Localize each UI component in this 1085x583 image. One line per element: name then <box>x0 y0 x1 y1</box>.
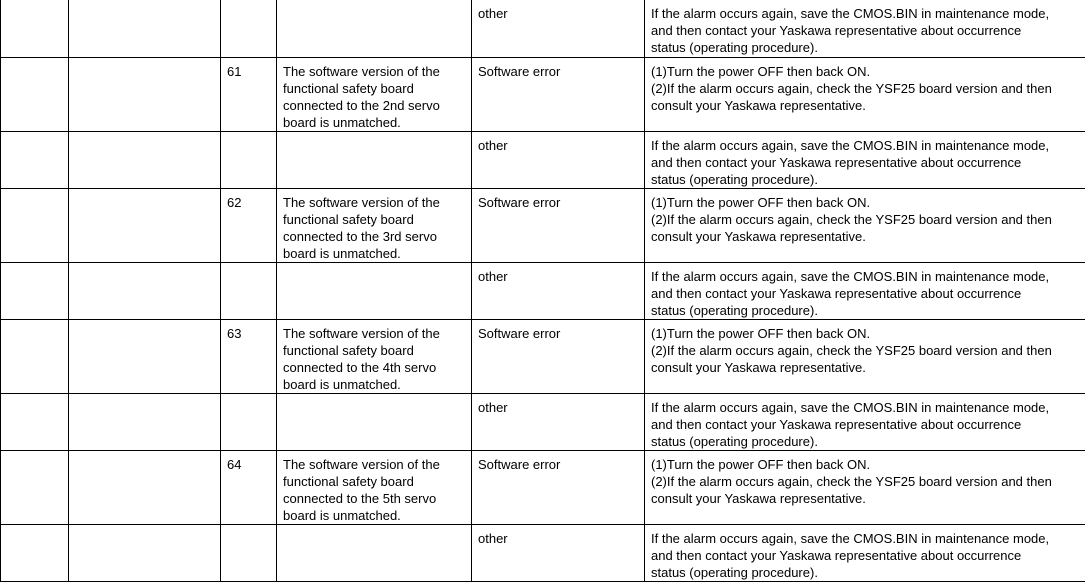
meaning-cell <box>277 0 472 58</box>
meaning-cell: The software version of the functional safety board connected to the 2nd servo board is unmatched. <box>277 58 472 132</box>
alarm-number-cell <box>1 58 69 132</box>
alarm-name-cell <box>69 0 221 58</box>
sub-code-cell <box>221 132 277 189</box>
alarm-number-cell <box>1 320 69 394</box>
table-row <box>1 525 1085 582</box>
sub-code-cell <box>221 0 277 58</box>
cause-cell: other <box>472 525 645 582</box>
sub-code-cell: 61 <box>221 58 277 132</box>
alarm-name-cell <box>69 320 221 394</box>
alarm-name-cell <box>69 132 221 189</box>
table-row <box>1 132 1085 189</box>
remedy-cell: If the alarm occurs again, save the CMOS.BIN in maintenance mode, and then contact your Yaskawa representative about occurrence status (operating procedure). <box>645 525 1085 582</box>
table-row <box>1 394 1085 451</box>
table-row <box>1 0 1085 58</box>
remedy-cell: If the alarm occurs again, save the CMOS.BIN in maintenance mode, and then contact your Yaskawa representative about occurrence status (operating procedure). <box>645 394 1085 451</box>
sub-code-cell <box>221 394 277 451</box>
alarm-name-cell <box>69 263 221 320</box>
cause-cell: Software error <box>472 320 645 394</box>
cause-cell: Software error <box>472 451 645 525</box>
table-row <box>1 189 1085 263</box>
meaning-cell <box>277 525 472 582</box>
table-row <box>1 320 1085 394</box>
remedy-cell: If the alarm occurs again, save the CMOS.BIN in maintenance mode, and then contact your Yaskawa representative about occurrence status (operating procedure). <box>645 0 1085 58</box>
alarm-number-cell <box>1 189 69 263</box>
cause-cell: other <box>472 394 645 451</box>
remedy-cell: (1)Turn the power OFF then back ON. (2)If the alarm occurs again, check the YSF25 board version and then consult your Yaskawa representative. <box>645 189 1085 263</box>
remedy-cell: (1)Turn the power OFF then back ON. (2)If the alarm occurs again, check the YSF25 board version and then consult your Yaskawa representative. <box>645 58 1085 132</box>
alarm-number-cell <box>1 525 69 582</box>
cause-cell: Software error <box>472 58 645 132</box>
cause-cell: other <box>472 263 645 320</box>
remedy-cell: (1)Turn the power OFF then back ON. (2)If the alarm occurs again, check the YSF25 board version and then consult your Yaskawa representative. <box>645 451 1085 525</box>
cause-cell: Software error <box>472 189 645 263</box>
remedy-cell: If the alarm occurs again, save the CMOS.BIN in maintenance mode, and then contact your Yaskawa representative about occurrence status (operating procedure). <box>645 132 1085 189</box>
remedy-cell: (1)Turn the power OFF then back ON. (2)If the alarm occurs again, check the YSF25 board version and then consult your Yaskawa representative. <box>645 320 1085 394</box>
alarm-number-cell <box>1 451 69 525</box>
alarm-number-cell <box>1 263 69 320</box>
alarm-number-cell <box>1 0 69 58</box>
cause-cell: other <box>472 0 645 58</box>
alarm-name-cell <box>69 58 221 132</box>
meaning-cell: The software version of the functional safety board connected to the 4th servo board is unmatched. <box>277 320 472 394</box>
sub-code-cell <box>221 525 277 582</box>
alarm-name-cell <box>69 451 221 525</box>
sub-code-cell <box>221 263 277 320</box>
meaning-cell <box>277 394 472 451</box>
sub-code-cell: 62 <box>221 189 277 263</box>
meaning-cell <box>277 263 472 320</box>
sub-code-cell: 64 <box>221 451 277 525</box>
sub-code-cell: 63 <box>221 320 277 394</box>
remedy-cell: If the alarm occurs again, save the CMOS.BIN in maintenance mode, and then contact your Yaskawa representative about occurrence status (operating procedure). <box>645 263 1085 320</box>
meaning-cell <box>277 132 472 189</box>
alarm-number-cell <box>1 132 69 189</box>
table-row <box>1 263 1085 320</box>
table-row <box>1 58 1085 132</box>
cause-cell: other <box>472 132 645 189</box>
alarm-name-cell <box>69 189 221 263</box>
alarm-name-cell <box>69 525 221 582</box>
meaning-cell: The software version of the functional safety board connected to the 3rd servo board is unmatched. <box>277 189 472 263</box>
meaning-cell: The software version of the functional safety board connected to the 5th servo board is unmatched. <box>277 451 472 525</box>
alarm-number-cell <box>1 394 69 451</box>
table-row <box>1 451 1085 525</box>
alarm-name-cell <box>69 394 221 451</box>
